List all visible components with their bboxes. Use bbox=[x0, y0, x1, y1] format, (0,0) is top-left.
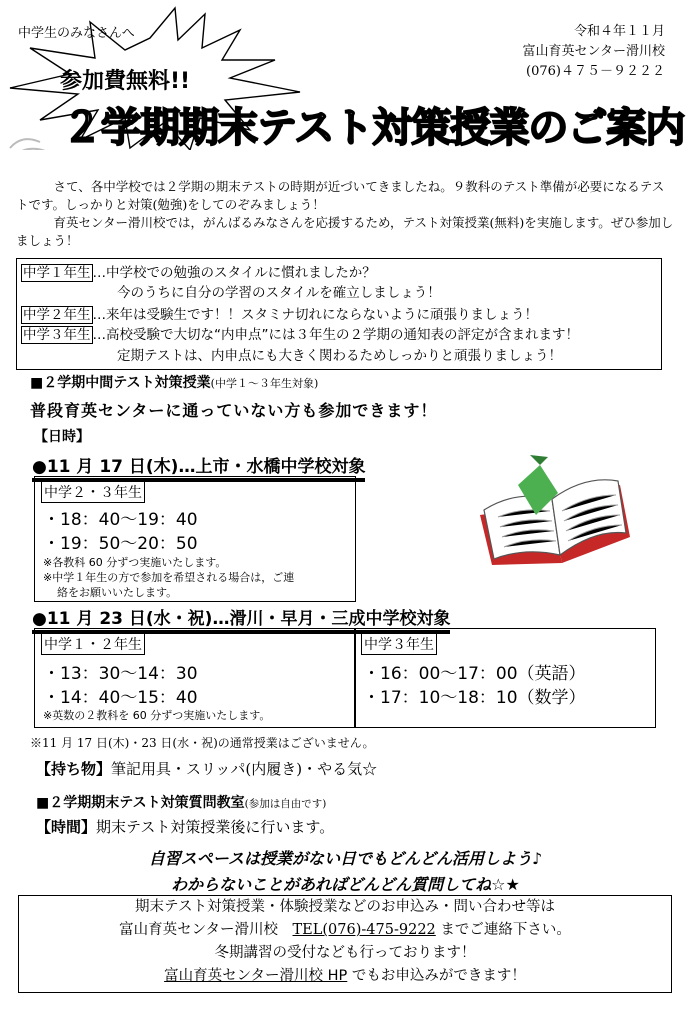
day-1-note-3: 絡をお願いいたします。 bbox=[57, 586, 178, 599]
contact-line-3: 冬期講習の受付なども行っております！ bbox=[214, 945, 476, 961]
greeting: 中学生のみなさんへ bbox=[18, 26, 135, 41]
section-2-title-text: ■２学期期末テスト対策質問教室 bbox=[36, 795, 245, 811]
homepage-link[interactable]: 富山育英センター滑川校 HP bbox=[164, 968, 348, 984]
grade-1-text: …中学校での勉強のスタイルに慣れましたか？ bbox=[92, 265, 376, 281]
contact-line-1: 期末テスト対策授業・体験授業などのお申込み・問い合わせ等は bbox=[135, 899, 555, 915]
grade-1-text-2: 今のうちに自分の学習のスタイルを確立しましょう！ bbox=[117, 285, 441, 301]
day-1-note-1: ※各教科 60 分ずつ実施いたします。 bbox=[43, 556, 227, 569]
contact-line-2 bbox=[19, 919, 671, 942]
section-1-title-note: (中学１～３年生対象) bbox=[210, 377, 319, 390]
intro-paragraph-1: さて、各中学校では２学期の期末テストの時期が近づいてきましたね。９教科のテスト準備が必要になるテストです。しっかりと対策(勉強)をしてのぞみましょう！ bbox=[16, 179, 665, 212]
date-header: 【日時】 bbox=[34, 429, 90, 445]
day-2-left-note: ※英数の２教科を 60 分ずつ実施いたします。 bbox=[43, 709, 271, 722]
section-1-title-text: ■２学期中間テスト対策授業 bbox=[30, 375, 211, 391]
grade-messages-box bbox=[16, 258, 662, 370]
grade-3-tag: 中学３年生 bbox=[23, 327, 91, 343]
time-text: 期末テスト対策授業後に行います。 bbox=[96, 818, 335, 836]
intro-text bbox=[16, 178, 676, 250]
items-list: 筆記用具・スリッパ(内履き)・やる気☆ bbox=[111, 760, 378, 778]
time-label: 【時間】 bbox=[36, 818, 97, 836]
school-phone: (076)４７５－９２２２ bbox=[526, 64, 665, 79]
day-2-right-box bbox=[354, 628, 656, 728]
grade-1-line bbox=[21, 261, 376, 281]
contact-box bbox=[18, 895, 672, 993]
self-study-line-1: 自習スペースは授業がない日でもどんどん活用しよう♪ bbox=[148, 849, 543, 868]
day-1-slot-2: ・19：50～20：50 bbox=[43, 534, 198, 554]
section-1-title bbox=[30, 372, 318, 392]
no-class-note: ※11 月 17 日(木)・23 日(水・祝)の通常授業はございません。 bbox=[30, 736, 375, 750]
free-label: 参加費無料!! bbox=[60, 69, 191, 94]
grade-2-text: …来年は受験生です！！スタミナ切れにならないように頑張りましょう！ bbox=[92, 307, 538, 323]
contact-tel-link[interactable]: TEL(076)-475-9222 bbox=[292, 922, 436, 938]
grade-1-tag: 中学１年生 bbox=[23, 265, 91, 281]
grade-2-line bbox=[21, 303, 538, 323]
day-2-heading: ●11 月 23 日(水・祝)…滑川・早月・三成中学校対象 bbox=[32, 604, 450, 634]
grade-3-line bbox=[21, 323, 579, 343]
book-icon bbox=[470, 455, 640, 570]
day-1-box bbox=[34, 476, 356, 602]
header-meta bbox=[523, 22, 665, 82]
grade-3-text-2: 定期テストは、内申点にも大きく関わるためしっかりと頑張りましょう！ bbox=[117, 348, 562, 364]
page-title: ２学期期末テスト対策授業のご案内 bbox=[62, 105, 685, 151]
day-2-left-slot-2: ・14：40～15：40 bbox=[43, 688, 198, 708]
items-label: 【持ち物】 bbox=[36, 760, 112, 778]
day-1-note-2: ※中学１年生の方で参加を希望される場合は，ご連 bbox=[43, 571, 295, 584]
day-1-slot-1: ・18：40～19：40 bbox=[43, 510, 198, 530]
items-to-bring bbox=[36, 758, 377, 779]
section-2-note: (参加は自由です) bbox=[244, 798, 327, 810]
issue-date: 令和４年１１月 bbox=[573, 24, 665, 39]
section-2-title bbox=[36, 792, 326, 812]
school-name: 富山育英センター滑川校 bbox=[522, 44, 665, 59]
contact-suffix: までご連絡下さい。 bbox=[435, 922, 571, 938]
day-1-heading: ●11 月 17 日(木)…上市・水橋中学校対象 bbox=[32, 452, 365, 482]
day-2-right-slot-2: ・17：10～18：10（数学） bbox=[363, 688, 586, 708]
self-study-line-2: わからないことがあればどんどん質問してね☆★ bbox=[171, 875, 520, 894]
day-2-right-slot-1: ・16：00～17：00（英語） bbox=[363, 664, 586, 684]
day-2-left-box bbox=[34, 628, 356, 728]
day-1-grade-tag: 中学２・３年生 bbox=[41, 481, 145, 503]
grade-2-tag: 中学２年生 bbox=[23, 307, 91, 323]
intro-paragraph-2: 育英センター滑川校では，がんばるみなさんを応援するため，テスト対策授業(無料)を実施します。ぜひ参加しましょう！ bbox=[16, 215, 674, 248]
day-2-left-grade-tag: 中学１・２年生 bbox=[41, 633, 145, 655]
contact-line-4 bbox=[19, 965, 671, 988]
day-2-left-slot-1: ・13：30～14：30 bbox=[43, 664, 198, 684]
non-member-notice: 普段育英センターに通っていない方も参加できます！ bbox=[30, 401, 438, 420]
grade-3-text: …高校受験で大切な“内申点”には３年生の２学期の通知表の評定が含まれます！ bbox=[92, 327, 579, 343]
day-2-right-grade-tag: 中学３年生 bbox=[361, 633, 437, 655]
homepage-suffix: でもお申込みができます！ bbox=[347, 968, 526, 984]
section-2-time bbox=[36, 816, 334, 837]
contact-school: 富山育英センター滑川校 bbox=[119, 922, 293, 938]
